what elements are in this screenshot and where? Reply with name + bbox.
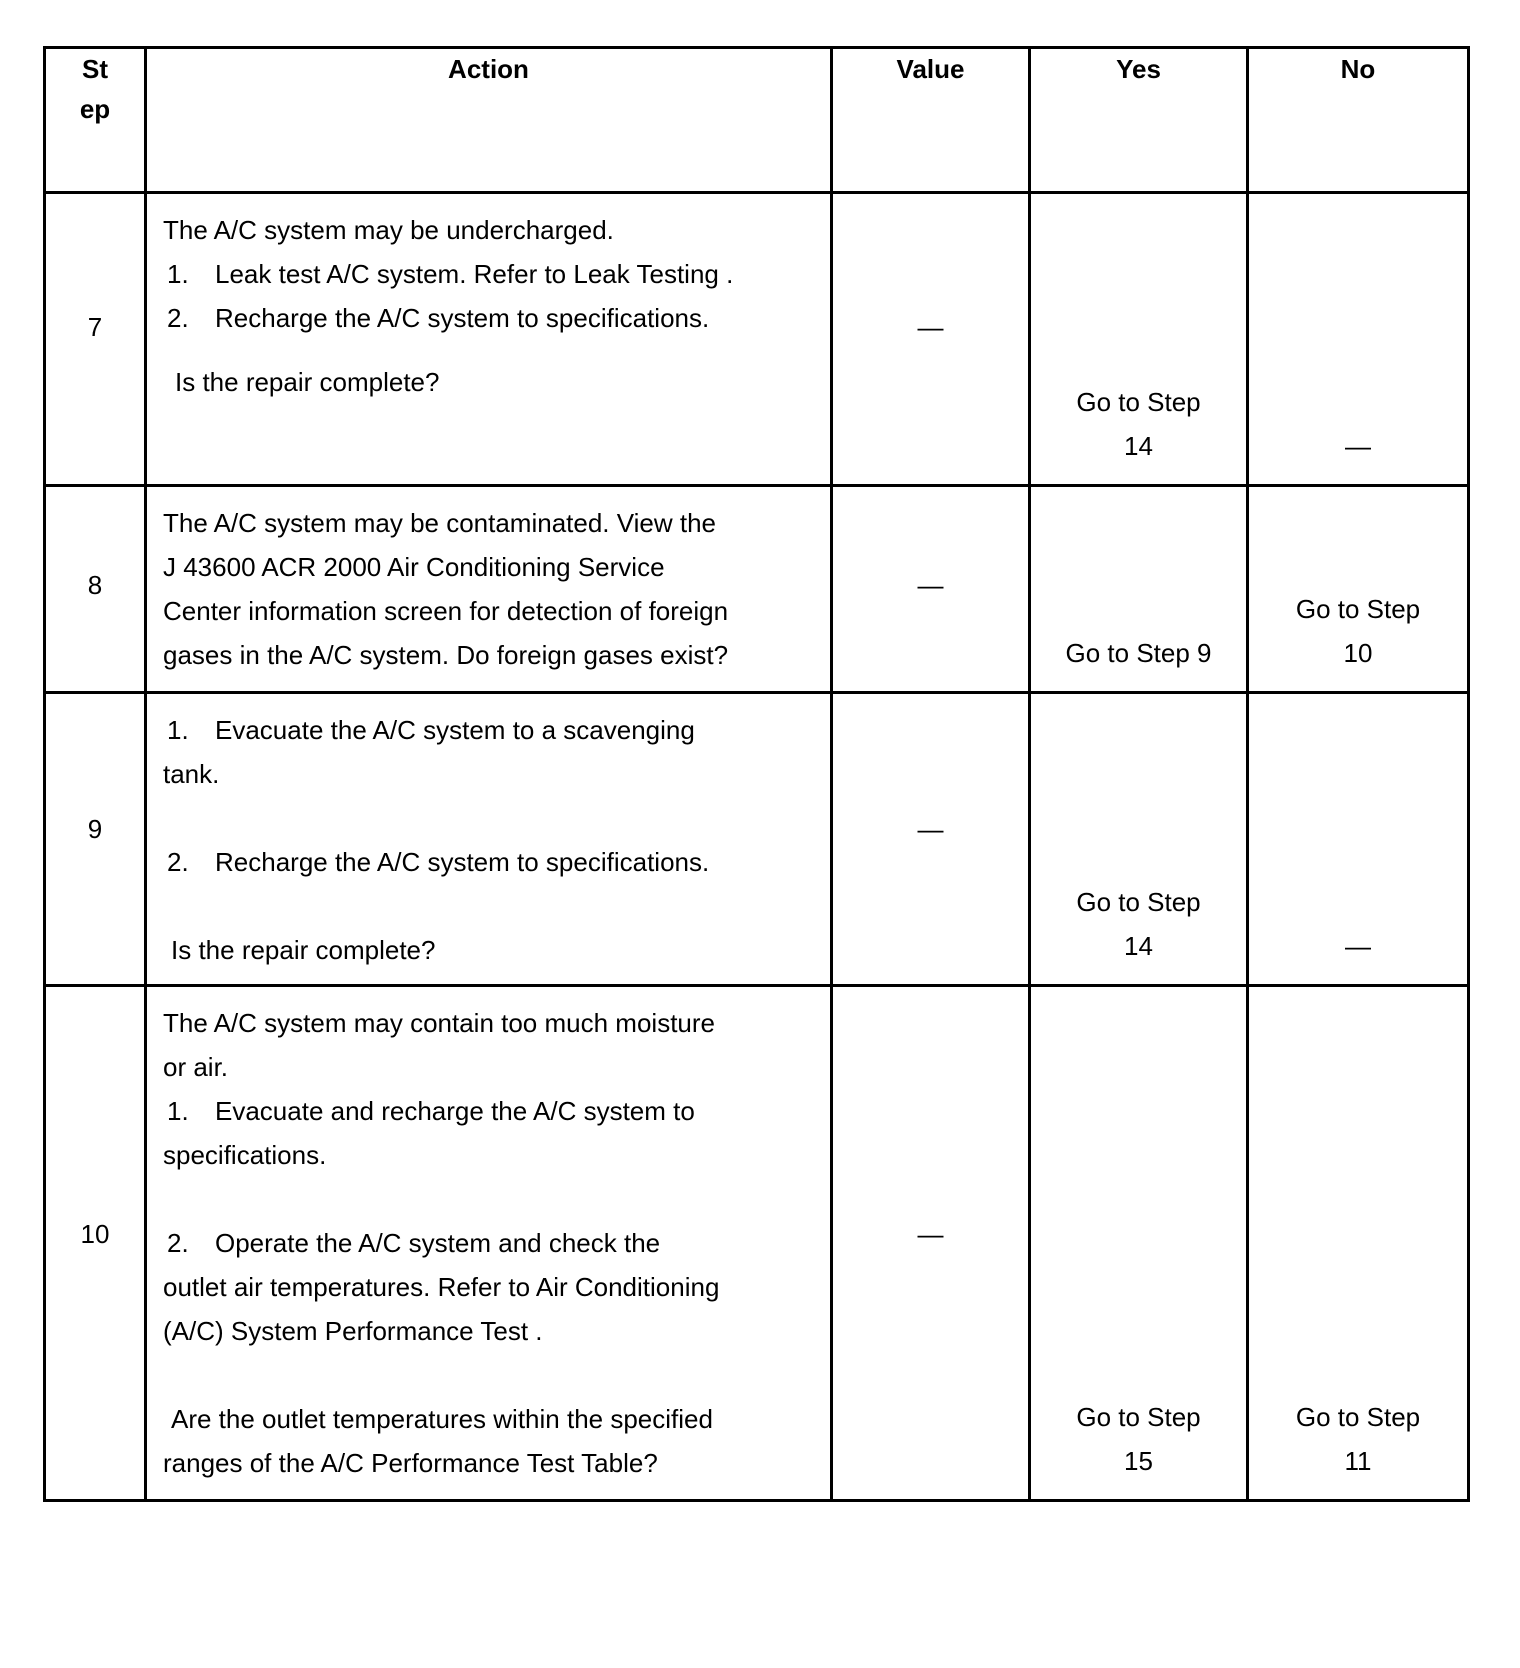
step-cell <box>45 193 146 486</box>
step-number: 10 <box>80 1219 110 1249</box>
step-number: 8 <box>87 570 103 600</box>
action-line: outlet air temperatures. Refer to Air Conditioning <box>163 1272 720 1302</box>
no-dash: — <box>1345 931 1371 961</box>
header-action: Action <box>146 48 832 193</box>
header-yes: Yes <box>1030 48 1248 193</box>
header-step-line2: ep <box>79 94 111 124</box>
action-line: tank. <box>163 759 220 789</box>
action-cell <box>146 986 832 1501</box>
step-cell <box>45 986 146 1501</box>
action-line: specifications. <box>163 1140 327 1170</box>
action-list-item: 2. Recharge the A/C system to specifications. <box>167 847 710 877</box>
action-question: Is the repair complete? <box>171 935 436 965</box>
value-dash: — <box>917 570 944 600</box>
header-row <box>45 48 1469 193</box>
step-cell <box>45 693 146 986</box>
yes-goto: Go to Step 14 <box>1076 887 1201 961</box>
action-line: Center information screen for detection of foreign <box>163 596 729 626</box>
header-value: Value <box>832 48 1030 193</box>
header-no: No <box>1248 48 1469 193</box>
header-step <box>45 48 146 193</box>
action-cell <box>146 693 832 986</box>
value-dash: — <box>917 814 944 844</box>
action-line: (A/C) System Performance Test . <box>163 1316 543 1346</box>
no-cell <box>1248 693 1469 986</box>
no-cell <box>1248 193 1469 486</box>
action-list-item: 2. Recharge the A/C system to specifications. <box>167 303 710 333</box>
step-number: 7 <box>87 312 103 342</box>
action-line: or air. <box>163 1052 229 1082</box>
diagnostic-table <box>43 46 1470 1502</box>
action-list-item: 1. Evacuate and recharge the A/C system to <box>167 1096 695 1126</box>
action-question-cont: ranges of the A/C Performance Test Table? <box>163 1448 658 1478</box>
value-dash: — <box>917 312 944 342</box>
yes-goto: Go to Step 9 <box>1065 638 1212 668</box>
no-cell <box>1248 486 1469 693</box>
yes-cell <box>1030 193 1248 486</box>
yes-cell <box>1030 693 1248 986</box>
action-line: The A/C system may be contaminated. View the <box>163 508 717 538</box>
value-cell <box>832 193 1030 486</box>
yes-goto: Go to Step 15 <box>1076 1402 1201 1476</box>
action-line: J 43600 ACR 2000 Air Conditioning Service <box>163 552 665 582</box>
no-cell <box>1248 986 1469 1501</box>
action-list-item: 1. Leak test A/C system. Refer to Leak Testing . <box>167 259 734 289</box>
yes-cell <box>1030 486 1248 693</box>
table-row <box>45 486 1469 693</box>
action-cell <box>146 193 832 486</box>
action-cell <box>146 486 832 693</box>
value-cell <box>832 986 1030 1501</box>
no-goto: Go to Step 11 <box>1295 1402 1421 1476</box>
table-row <box>45 693 1469 986</box>
value-dash: — <box>917 1219 944 1249</box>
table-row <box>45 193 1469 486</box>
no-dash: — <box>1345 431 1371 461</box>
header-step-line1: St <box>82 54 108 84</box>
action-line: gases in the A/C system. Do foreign gases exist? <box>163 640 729 670</box>
action-question: Are the outlet temperatures within the specified <box>171 1404 713 1434</box>
no-goto: Go to Step 10 <box>1295 594 1421 668</box>
action-list-item: 1. Evacuate the A/C system to a scavenging <box>167 715 695 745</box>
yes-cell <box>1030 986 1248 1501</box>
step-cell <box>45 486 146 693</box>
action-line: The A/C system may contain too much moisture <box>163 1008 715 1038</box>
action-question: Is the repair complete? <box>175 367 440 397</box>
table-row <box>45 986 1469 1501</box>
value-cell <box>832 486 1030 693</box>
value-cell <box>832 693 1030 986</box>
action-intro: The A/C system may be undercharged. <box>163 215 614 245</box>
step-number: 9 <box>87 814 103 844</box>
yes-goto: Go to Step 14 <box>1076 387 1201 461</box>
action-list-item: 2. Operate the A/C system and check the <box>167 1228 661 1258</box>
